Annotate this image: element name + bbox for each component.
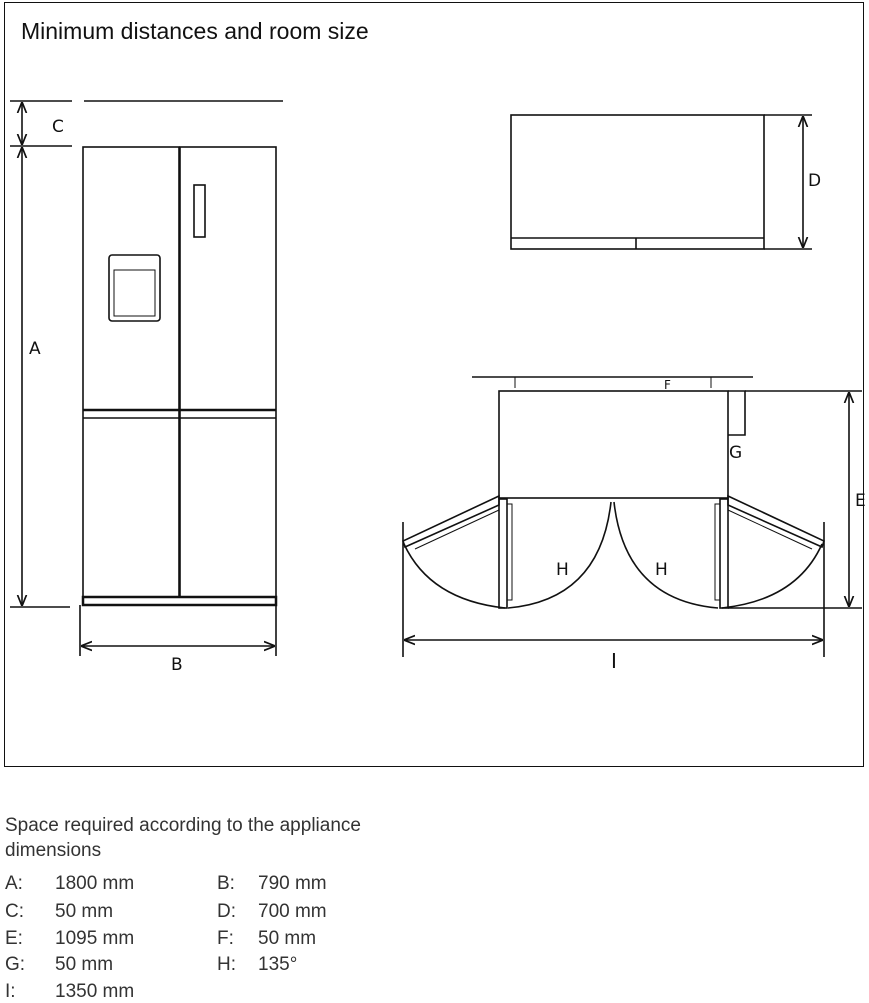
- spec-value: 50 mm: [55, 954, 114, 975]
- spec-value: 135°: [258, 954, 298, 975]
- plan-view: [403, 377, 866, 673]
- depth-view: [511, 115, 821, 249]
- label-e: E: [855, 491, 866, 511]
- door-handle: [194, 185, 205, 237]
- label-d: D: [808, 171, 822, 191]
- spec-value: 1350 mm: [55, 981, 135, 1002]
- label-b: B: [171, 655, 183, 675]
- spec-key: A:: [5, 873, 23, 894]
- spec-key: D:: [217, 901, 236, 922]
- spec-key: E:: [5, 928, 23, 949]
- spec-value: 50 mm: [55, 901, 114, 922]
- spec-value: 1800 mm: [55, 873, 135, 894]
- spec-value: 1095 mm: [55, 928, 135, 949]
- diagram-title: Minimum distances and room size: [21, 18, 369, 44]
- spec-value: 790 mm: [258, 873, 327, 894]
- label-h-right: H: [655, 560, 668, 580]
- label-h-left: H: [556, 560, 569, 580]
- space-heading: Space required according to the appliance dimensions: [5, 815, 361, 861]
- spec-key: I:: [5, 981, 16, 1002]
- label-c: C: [52, 117, 64, 137]
- label-f: F: [664, 378, 671, 392]
- spec-value: 50 mm: [258, 928, 317, 949]
- spec-key: H:: [217, 954, 236, 975]
- spec-key: C:: [5, 901, 24, 922]
- spec-key: G:: [5, 954, 26, 975]
- water-dispenser: [109, 255, 160, 321]
- label-g: G: [729, 443, 743, 463]
- spec-key: F:: [217, 928, 234, 949]
- spec-key: B:: [217, 873, 235, 894]
- label-a: A: [29, 339, 41, 359]
- label-i: I: [611, 649, 617, 673]
- front-view: [10, 101, 283, 675]
- spec-value: 700 mm: [258, 901, 327, 922]
